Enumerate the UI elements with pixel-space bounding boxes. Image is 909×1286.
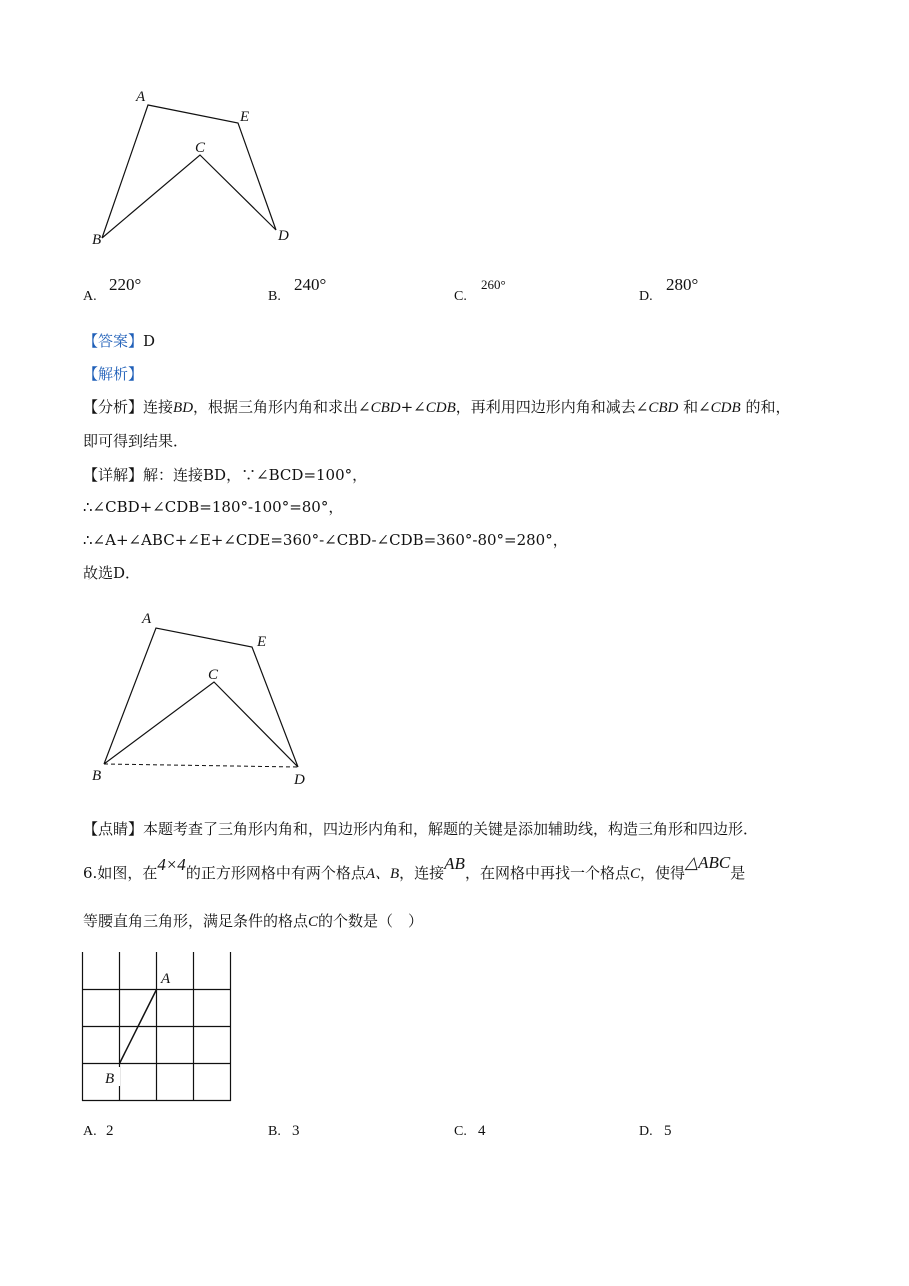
- option-b-value: 240°: [294, 275, 327, 294]
- analysis-var: CDB: [710, 400, 741, 416]
- detail-text: 解：连接BD，∵∠BCD=100°，: [143, 466, 368, 484]
- question-text: ，在网格中再找一个格点: [464, 864, 630, 882]
- answer-tag: 【答案】: [83, 332, 144, 350]
- detail-line-4: 故选D．: [83, 564, 141, 582]
- question-text: ，使得: [639, 864, 685, 882]
- analysis-var: CDB: [425, 400, 456, 416]
- comment-line: [83, 819, 758, 839]
- question-text: 的个数是（ ）: [318, 912, 424, 930]
- figure-pentagon-2: [80, 600, 330, 795]
- option-d-letter: D.: [639, 1124, 653, 1139]
- label-a: A: [142, 611, 152, 627]
- analysis-text: 和∠: [678, 398, 711, 416]
- option-c-letter: C.: [454, 289, 467, 304]
- question-triangle: △ABC: [685, 853, 731, 872]
- label-a: A: [136, 89, 146, 105]
- option-c-value: 4: [478, 1123, 486, 1139]
- question-text: 如图，在: [97, 864, 158, 882]
- option-d-value: 5: [664, 1123, 672, 1139]
- option-d-letter: D.: [639, 289, 653, 304]
- option-d-value: 280°: [666, 275, 699, 294]
- analysis-tag: 【分析】: [83, 398, 144, 416]
- comment-tag: 【点睛】: [83, 820, 144, 838]
- option-b-value: 3: [292, 1123, 300, 1139]
- analysis-text: ，根据三角形内角和求出∠: [193, 398, 371, 416]
- label-e: E: [240, 109, 250, 125]
- option-a-value: 2: [106, 1123, 114, 1139]
- question-point-c: C: [308, 914, 319, 930]
- label-a: A: [161, 971, 171, 987]
- question-point-c: C: [629, 866, 640, 882]
- analysis-var: BD: [173, 400, 194, 416]
- analysis-text: 连接: [143, 398, 174, 416]
- detail-line-3: ∴∠A+∠ABC+∠E+∠CDE=360°-∠CBD-∠CDB=360°-80°=280°，: [83, 531, 568, 549]
- question-grid-size: 4×4: [157, 855, 186, 874]
- label-b: B: [92, 232, 102, 248]
- analysis-text: +∠: [400, 398, 426, 416]
- option-b-letter: B.: [268, 1124, 281, 1139]
- detail-line-2: ∴∠CBD+∠CDB=180°-100°=80°，: [83, 498, 344, 516]
- question-text: ，连接: [399, 864, 445, 882]
- label-e: E: [257, 634, 267, 650]
- question-text: 等腰直角三角形，满足条件的格点: [83, 912, 309, 930]
- comment-text: 本题考查了三角形内角和，四边形内角和，解题的关键是添加辅助线，构造三角形和四边形．: [143, 820, 759, 838]
- question-text: 是: [730, 864, 746, 882]
- label-d: D: [294, 772, 305, 788]
- question-6-line-1: [83, 853, 746, 884]
- analysis-line-1: [83, 397, 790, 418]
- pentagon-outline: [102, 105, 276, 238]
- analysis-var: CBD: [370, 400, 401, 416]
- option-b-letter: B.: [268, 289, 281, 304]
- auxiliary-line-bd: [104, 764, 298, 767]
- analysis-var: CBD: [648, 400, 679, 416]
- figure-pentagon-1: [80, 80, 310, 250]
- question-segment: AB: [444, 854, 465, 873]
- label-d: D: [278, 228, 289, 244]
- label-b: B: [92, 768, 102, 784]
- label-c: C: [195, 140, 206, 156]
- detail-tag: 【详解】: [83, 466, 144, 484]
- option-a-letter: A.: [83, 289, 97, 304]
- question-points: A、B: [365, 866, 400, 882]
- question-6-line-2: [83, 911, 423, 932]
- answer-line: [83, 331, 155, 351]
- option-c-letter: C.: [454, 1124, 467, 1139]
- question-text: 的正方形网格中有两个格点: [185, 864, 366, 882]
- option-a-letter: A.: [83, 1124, 97, 1139]
- analysis-text: 的和，: [740, 398, 791, 416]
- pentagon-outline: [104, 628, 298, 767]
- figure-grid: [80, 950, 240, 1105]
- answer-value: D: [143, 332, 156, 350]
- analysis-text: ，再利用四边形内角和减去∠: [455, 398, 649, 416]
- label-b: B: [105, 1071, 115, 1087]
- option-c-value: 260°: [481, 277, 506, 292]
- analysis-heading: 【解析】: [83, 365, 144, 383]
- detail-line-1: [83, 465, 367, 485]
- analysis-line-2: 即可得到结果．: [83, 432, 189, 450]
- label-c: C: [208, 667, 219, 683]
- option-a-value: 220°: [109, 275, 142, 294]
- question-number: 6.: [83, 864, 98, 882]
